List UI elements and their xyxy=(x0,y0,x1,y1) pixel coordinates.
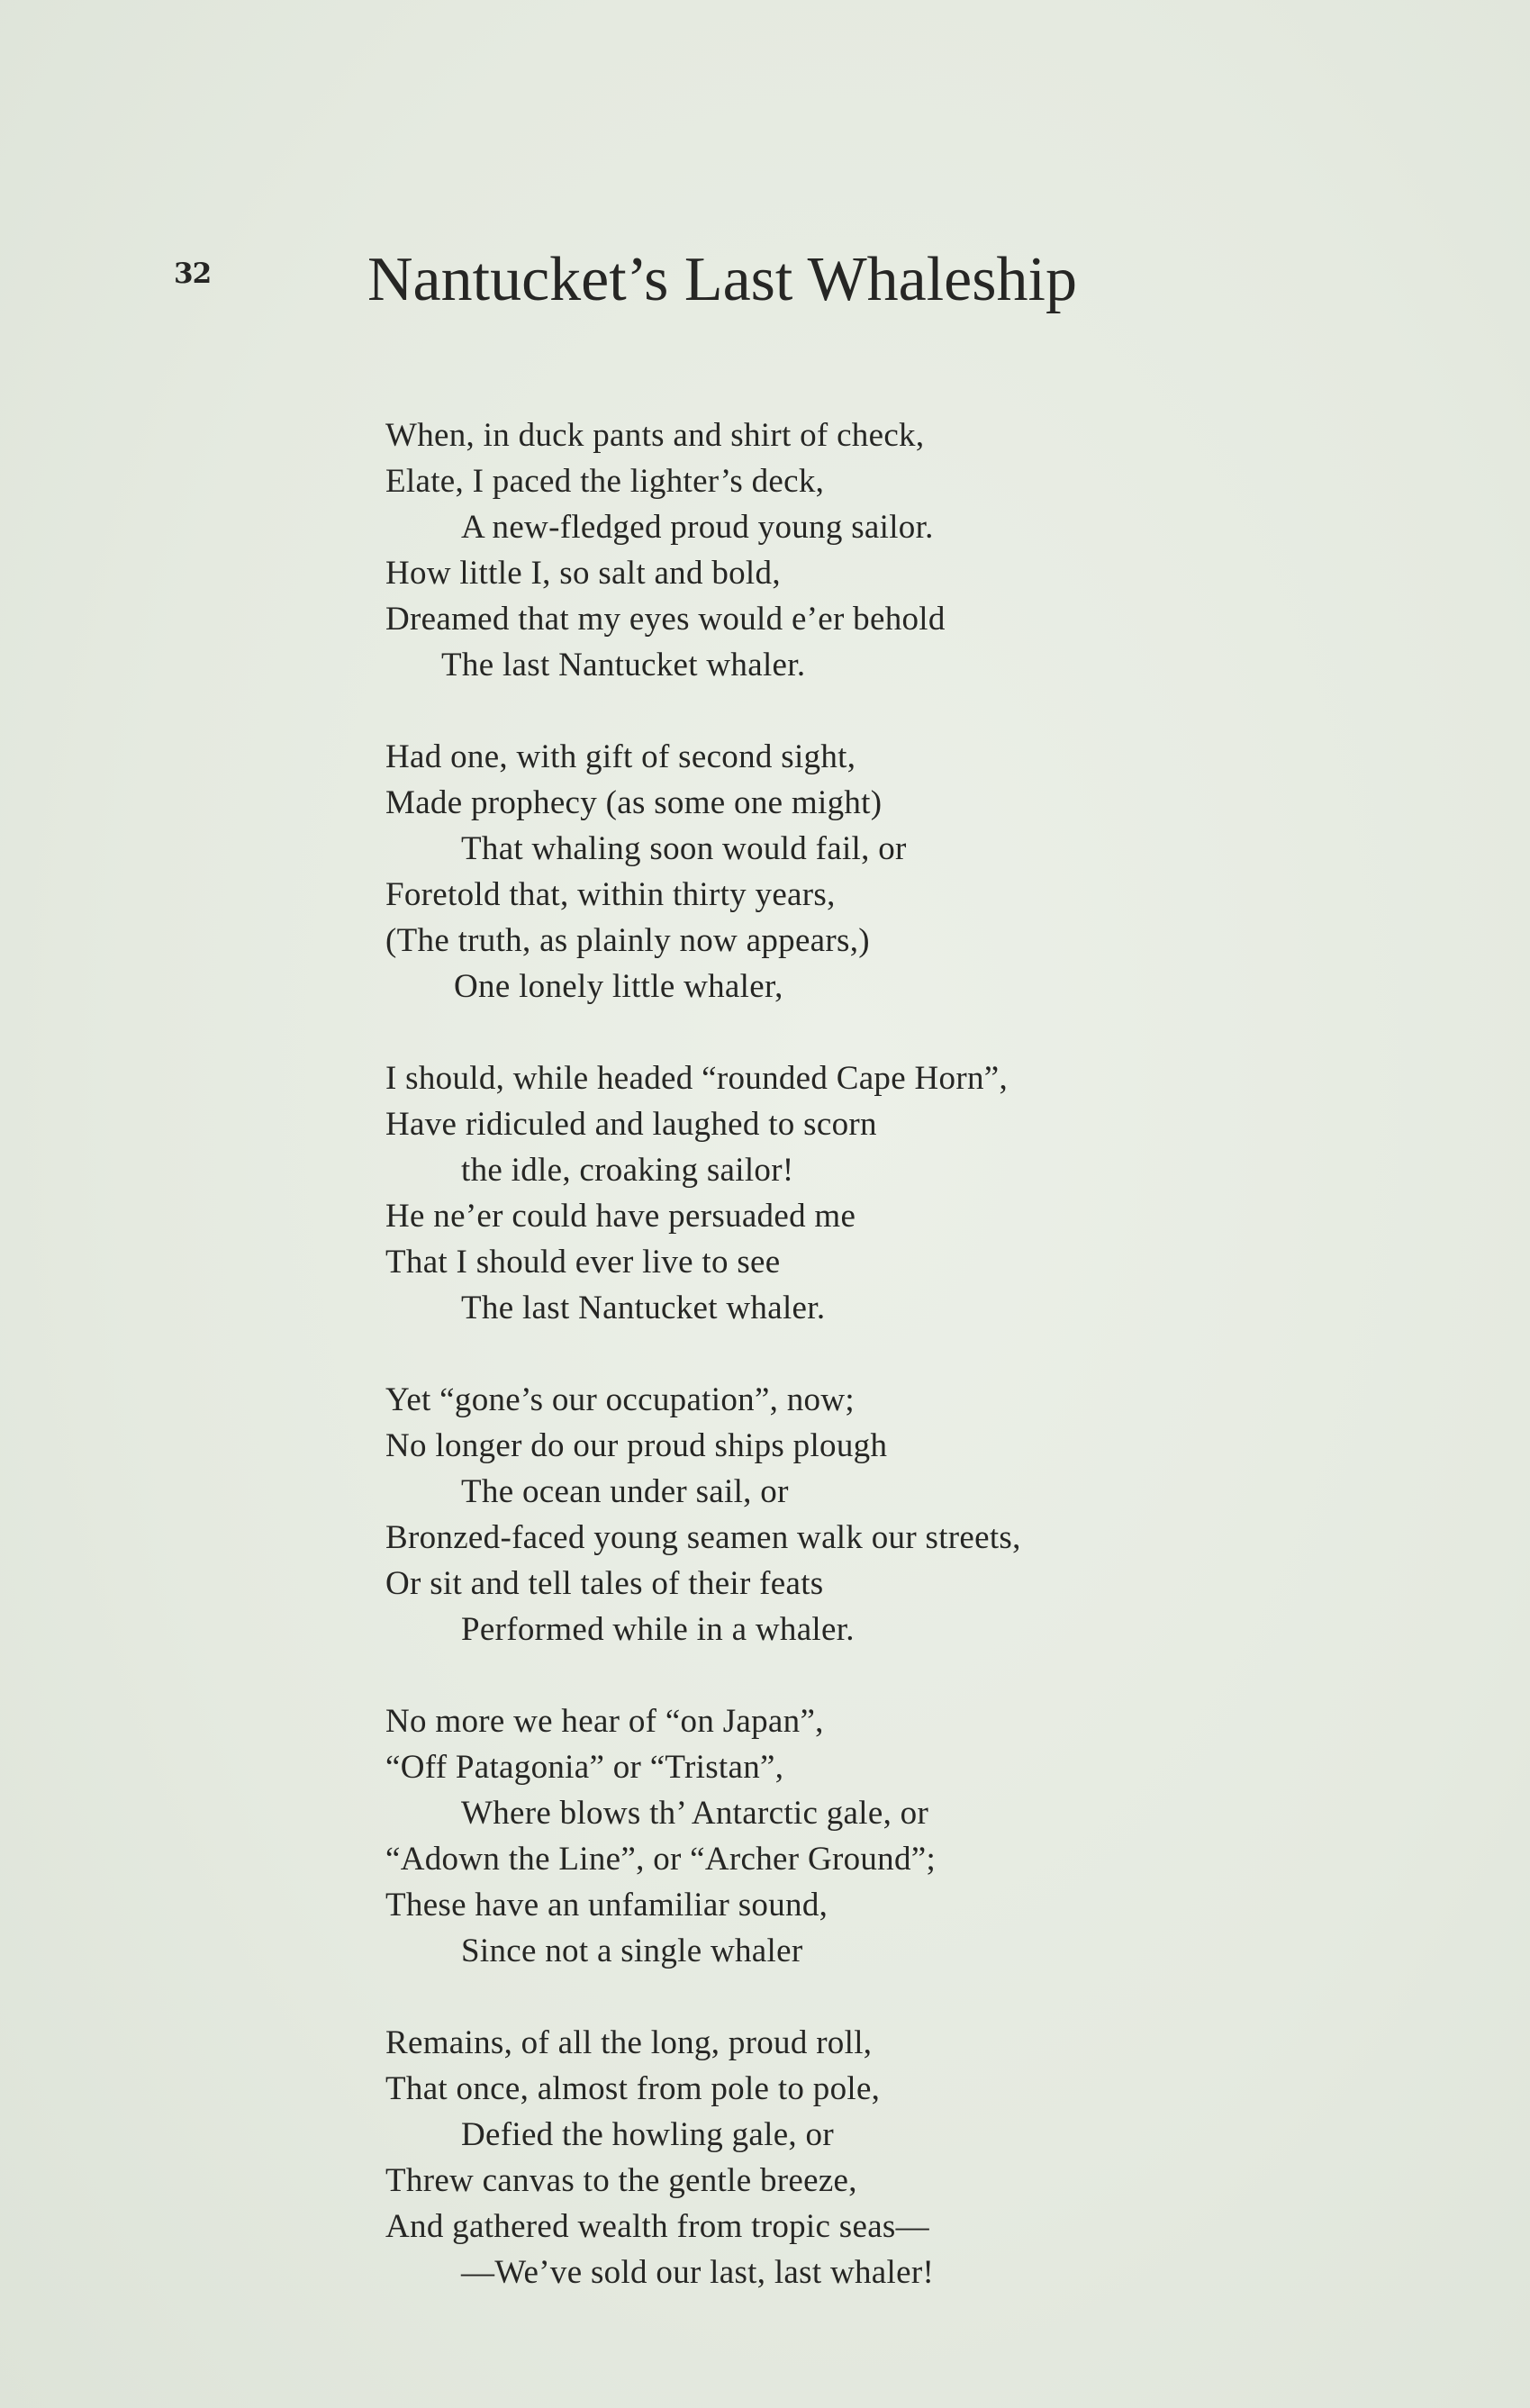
poem-line: He ne’er could have persuaded me xyxy=(385,1198,856,1235)
poem-line: Performed while in a whaler. xyxy=(461,1611,855,1648)
stanza-6 xyxy=(385,2020,1466,2295)
poem-line: That whaling soon would fail, or xyxy=(461,830,907,867)
poem-line: No longer do our proud ships plough xyxy=(385,1427,888,1464)
poem-line: Dreamed that my eyes would e’er behold xyxy=(385,601,946,638)
poem-line: Yet “gone’s our occupation”, now; xyxy=(385,1381,855,1418)
poem-line: Where blows th’ Antarctic gale, or xyxy=(461,1795,929,1832)
poem-line: Elate, I paced the lighter’s deck, xyxy=(385,463,825,500)
poem-line: Made prophecy (as some one might) xyxy=(385,784,883,821)
poem-line: Defied the howling gale, or xyxy=(461,2116,834,2153)
poem-line: Bronzed-faced young seamen walk our streets, xyxy=(385,1519,1021,1556)
poem-line: That I should ever live to see xyxy=(385,1244,781,1281)
stanza-4 xyxy=(385,1377,1466,1652)
poem-line: Threw canvas to the gentle breeze, xyxy=(385,2162,857,2199)
poem-line: One lonely little whaler, xyxy=(454,968,783,1005)
poem-line: That once, almost from pole to pole, xyxy=(385,2070,881,2107)
poem-line: I should, while headed “rounded Cape Horn”, xyxy=(385,1060,1009,1097)
poem-line: (The truth, as plainly now appears,) xyxy=(385,922,870,959)
poem-line: Remains, of all the long, proud roll, xyxy=(385,2024,873,2061)
poem-line: “Adown the Line”, or “Archer Ground”; xyxy=(385,1841,937,1878)
stanza-5 xyxy=(385,1698,1466,1974)
poem-line: Have ridiculed and laughed to scorn xyxy=(385,1106,877,1143)
poem-line: Since not a single whaler xyxy=(461,1933,803,1969)
poem-title: Nantucket’s Last Whaleship xyxy=(367,245,1077,314)
poem-line: And gathered wealth from tropic seas— xyxy=(385,2208,929,2245)
poem-line: Had one, with gift of second sight, xyxy=(385,738,856,775)
poem-line: The last Nantucket whaler. xyxy=(441,647,806,683)
stanza-2 xyxy=(385,734,1466,1009)
poem-line: How little I, so salt and bold, xyxy=(385,555,781,592)
stanza-3 xyxy=(385,1055,1466,1331)
stanza-1 xyxy=(385,412,1466,688)
poem-line: When, in duck pants and shirt of check, xyxy=(385,417,925,454)
poem-line: Or sit and tell tales of their feats xyxy=(385,1565,824,1602)
poem-line: These have an unfamiliar sound, xyxy=(385,1887,828,1924)
poem-line: Foretold that, within thirty years, xyxy=(385,876,836,913)
page-number: 32 xyxy=(174,258,212,290)
poem-line: The ocean under sail, or xyxy=(461,1473,789,1510)
poem-line: —We’ve sold our last, last whaler! xyxy=(461,2254,935,2291)
poem-line: the idle, croaking sailor! xyxy=(461,1152,794,1189)
poem-line: A new-fledged proud young sailor. xyxy=(461,509,934,546)
poem-line: No more we hear of “on Japan”, xyxy=(385,1703,824,1740)
poem-line: “Off Patagonia” or “Tristan”, xyxy=(385,1749,784,1786)
poem-line: The last Nantucket whaler. xyxy=(461,1290,826,1326)
poem-body xyxy=(385,412,1466,2341)
